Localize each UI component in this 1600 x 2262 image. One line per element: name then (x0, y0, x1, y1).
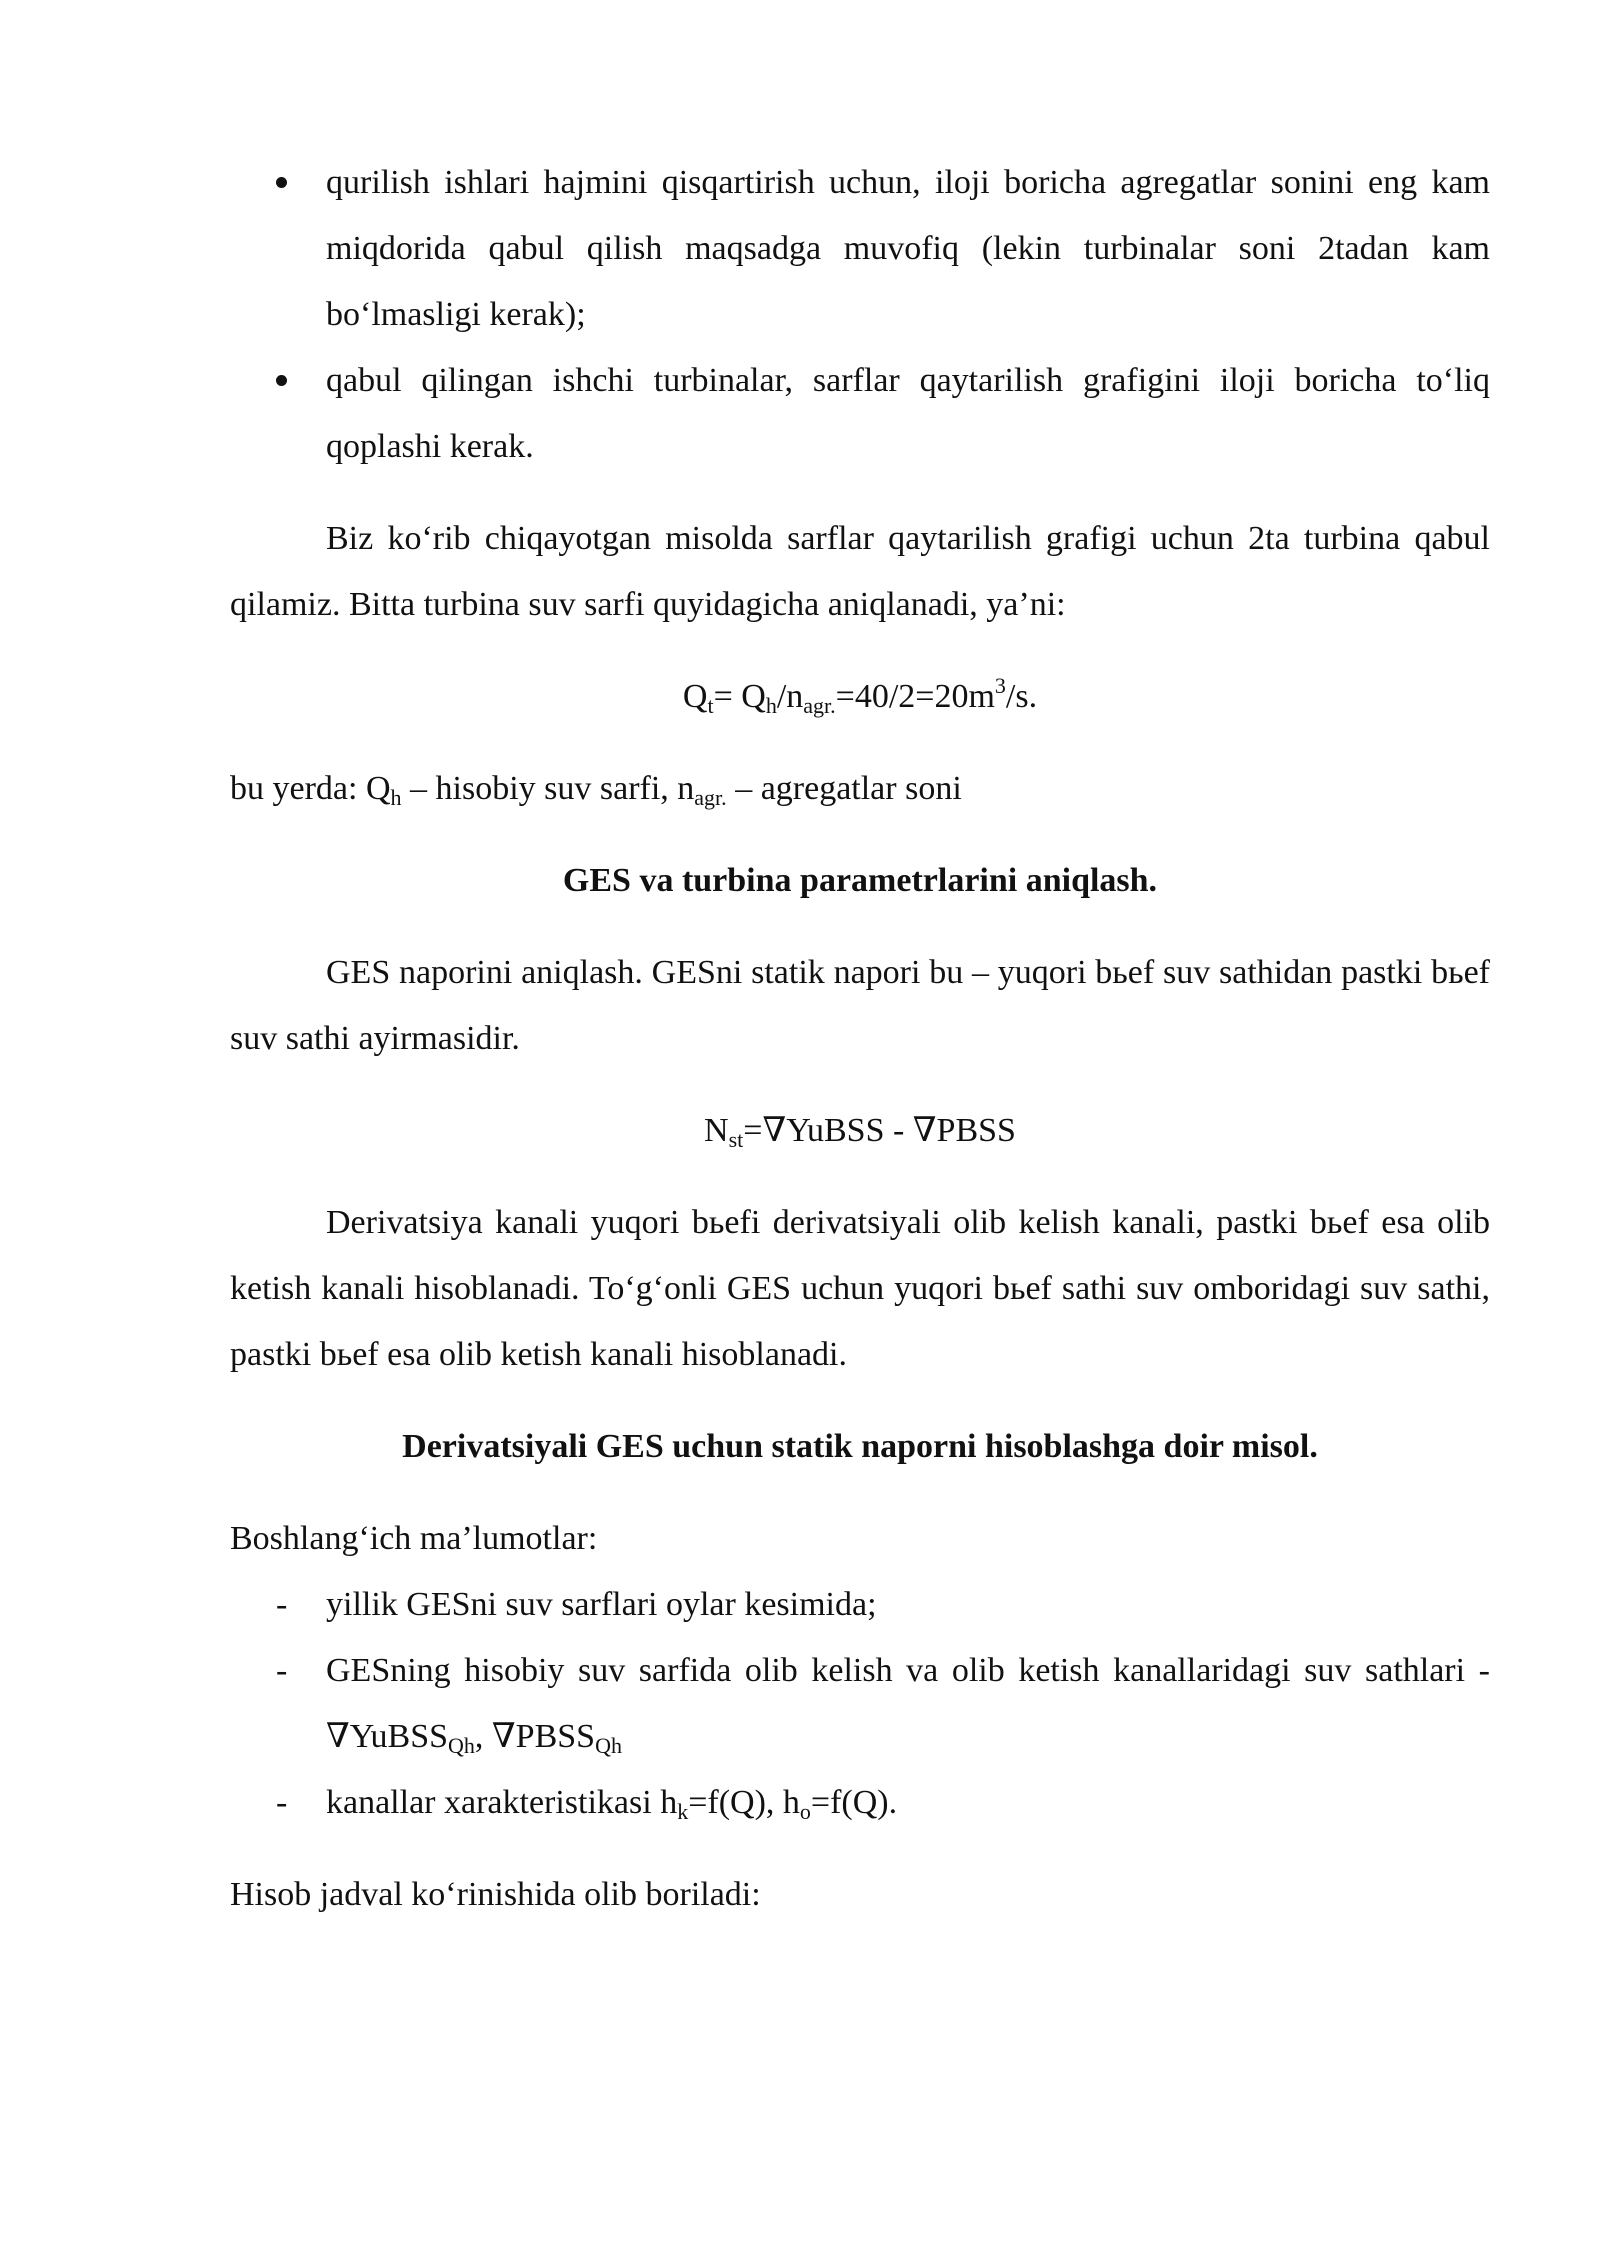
formula-eq: = Q (713, 678, 766, 715)
formula-q: Q (682, 678, 708, 715)
formula-rest: =40/2=20m (835, 678, 995, 715)
dash-sub: k (677, 1799, 689, 1824)
paragraph-turbina: Biz ko‘rib chiqayotgan misolda sarflar qaytarilish grafigi uchun 2ta turbina qabul qilamiz. Bitta turbina suv sarfi quyidagicha aniqlanadi, ya’ni: (230, 520, 1490, 623)
list-item (230, 1572, 1490, 1638)
formula-qt (230, 664, 1490, 730)
list-item (230, 150, 1490, 348)
section-heading: Derivatsiyali GES uchun statik naporni hisoblashga doir misol. (402, 1428, 1318, 1465)
dash-marker: - (276, 1586, 288, 1623)
where-sub: agr. (694, 785, 727, 810)
where-part: bu yerda: Q (230, 770, 391, 807)
where-line (230, 756, 1490, 822)
dash-marker: - (276, 1784, 288, 1821)
dash-sub: o (799, 1799, 811, 1824)
formula-slash-n: /n (776, 678, 804, 715)
dash-sub: Qh (448, 1733, 475, 1758)
formula-sup: 3 (994, 673, 1006, 698)
dash-text: =f(Q). (810, 1784, 898, 1821)
dash-text: yillik GESni suv sarflari oylar kesimida; (326, 1586, 877, 1623)
dash-marker: - (276, 1652, 288, 1689)
formula-rest: =∇YuBSS - ∇PBSS (743, 1112, 1016, 1149)
formula-n-sub: st (728, 1127, 744, 1152)
formula-n: N (704, 1112, 729, 1149)
formula-nst (230, 1098, 1490, 1164)
formula-end: /s. (1005, 678, 1038, 715)
bullet-text: qurilish ishlari hajmini qisqartirish uchun, iloji boricha agregatlar sonini eng kam miqdorida qabul qilish maqsadga muvofiq (lekin turbinalar soni 2tadan kam bo‘lmasligi kerak); (326, 164, 1490, 333)
final-line: Hisob jadval ko‘rinishida olib boriladi: (230, 1876, 761, 1913)
list-item (230, 348, 1490, 480)
bullet-list (230, 150, 1490, 480)
bullet-dot-icon (276, 150, 287, 216)
initial-data-label: Boshlang‘ich ma’lumotlar: (230, 1520, 598, 1557)
where-part: – hisobiy suv sarfi, n (401, 770, 695, 807)
dash-text: kanallar xarakteristikasi h (326, 1784, 678, 1821)
paragraph-napor: GES naporini aniqlash. GESni statik napori bu – yuqori bьef suv sathidan pastki bьef suv sathi ayirmasidir. (230, 954, 1490, 1057)
document-page (230, 150, 1490, 1928)
where-sub: h (390, 785, 402, 810)
bullet-text: qabul qilingan ishchi turbinalar, sarflar qaytarilish grafigini iloji boricha to‘liq qoplashi kerak. (326, 362, 1490, 465)
dash-text: GESning hisobiy suv sarfida olib kelish va olib ketish kanallaridagi suv sathlari - ∇YuBSS (326, 1652, 1490, 1755)
list-item (230, 1638, 1490, 1770)
dash-text: , ∇PBSS (474, 1718, 596, 1755)
paragraph-derivatsiya: Derivatsiya kanali yuqori bьefi derivatsiyali olib kelish kanali, pastki bьef esa olib ketish kanali hisoblanadi. To‘g‘onli GES uchun yuqori bьef sathi suv omboridagi suv sathi, pastki bьef esa olib ketish kanali hisoblanadi. (230, 1204, 1490, 1373)
formula-q-sub: t (707, 693, 714, 718)
dash-sub: Qh (595, 1733, 622, 1758)
list-item (230, 1770, 1490, 1836)
bullet-dot-icon (276, 348, 287, 414)
where-part: – agregatlar soni (726, 770, 962, 807)
dash-text: =f(Q), h (688, 1784, 800, 1821)
section-heading: GES va turbina parametrlarini aniqlash. (562, 862, 1158, 899)
formula-qh-sub: h (765, 693, 777, 718)
formula-n-sub: agr. (803, 693, 836, 718)
dash-list (230, 1572, 1490, 1836)
